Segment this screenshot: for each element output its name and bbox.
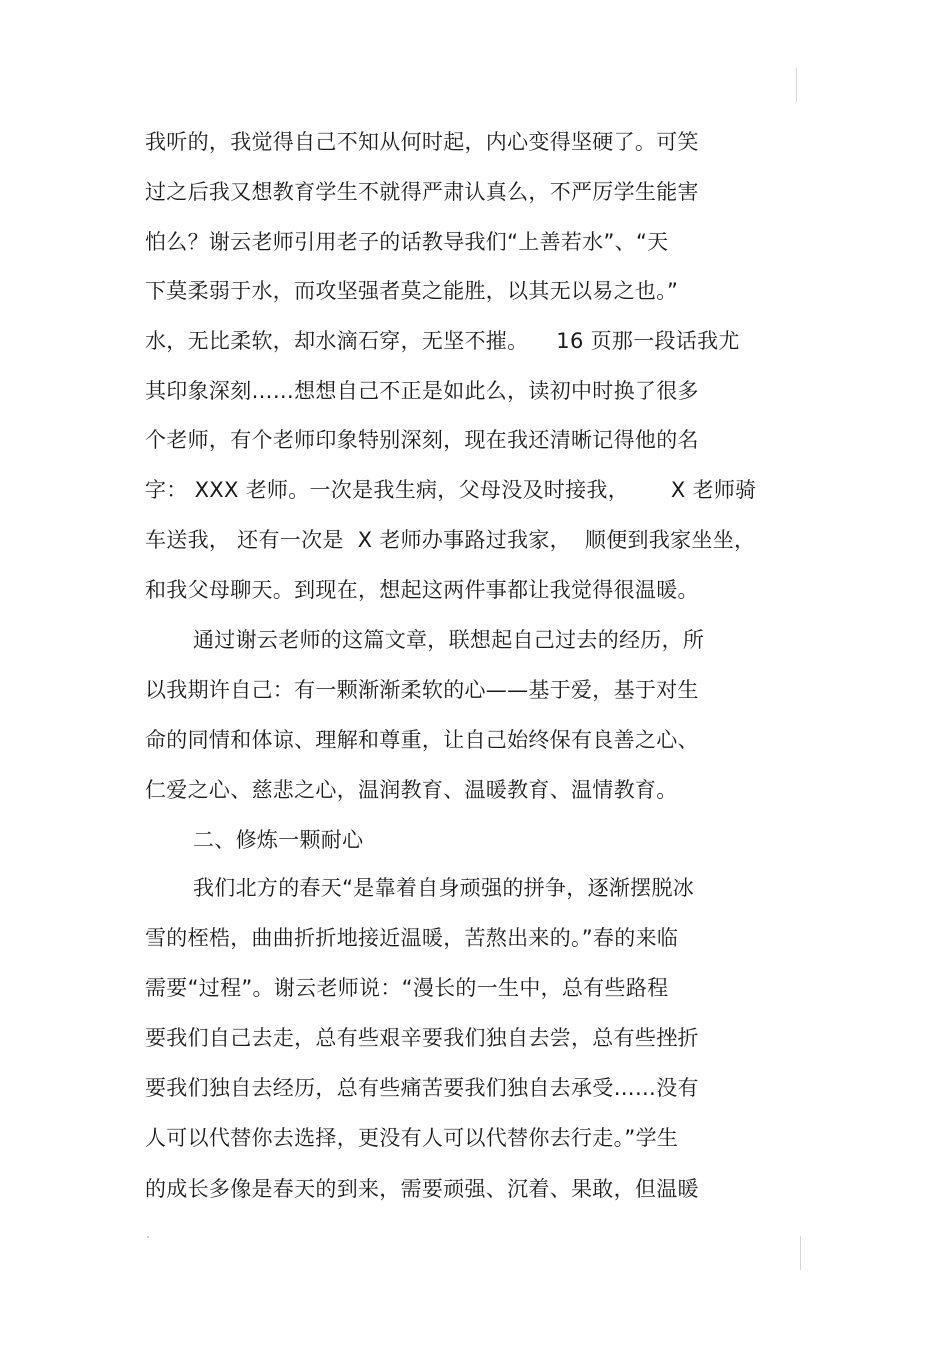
text-line: 命的同情和体谅、理解和尊重，让自己始终保有良善之心、	[145, 728, 699, 752]
text-line: 的成长多像是春天的到来，需要顽强、沉着、果敢，但温暖	[145, 1177, 699, 1201]
text-line: 水，无比柔软，却水滴石穿，无坚不摧。 16 页那一段话我尤	[145, 329, 740, 353]
page-margin-mark	[800, 1236, 801, 1270]
page-margin-dot	[147, 1236, 149, 1238]
section-heading: 二、修炼一颗耐心	[193, 828, 364, 852]
text-line: 车送我， 还有一次是 X 老师办事路过我家， 顺便到我家坐坐，	[145, 528, 756, 552]
paragraph-start-line: 我们北方的春天“是靠着自身顽强的拼争，逐渐摆脱冰	[193, 876, 695, 900]
text-line: 个老师，有个老师印象特别深刻，现在我还清晰记得他的名	[145, 428, 699, 452]
paragraph-start-line: 通过谢云老师的这篇文章，联想起自己过去的经历，所	[193, 628, 705, 652]
text-line: 要我们独自去经历，总有些痛苦要我们独自去承受……没有	[145, 1076, 699, 1100]
text-line: 仁爱之心、慈悲之心，温润教育、温暖教育、温情教育。	[145, 778, 678, 802]
page-margin-mark	[796, 68, 797, 102]
text-line: 过之后我又想教育学生不就得严肃认真么，不严厉学生能害	[145, 180, 699, 204]
text-line: 需要“过程”。谢云老师说：“漫长的一生中，总有些路程	[145, 976, 669, 1000]
text-line: 我听的，我觉得自己不知从何时起，内心变得坚硬了。可笑	[145, 130, 699, 154]
text-line: 雪的桎梏，曲曲折折地接近温暖，苦熬出来的。”春的来临	[145, 926, 679, 950]
text-line: 字： XXX 老师。一次是我生病，父母没及时接我， X 老师骑	[145, 478, 757, 502]
text-line: 下莫柔弱于水，而攻坚强者莫之能胜，以其无以易之也。”	[145, 279, 679, 303]
text-line: 怕么？谢云老师引用老子的话教导我们“上善若水”、“天	[145, 230, 669, 254]
text-line: 以我期许自己：有一颗渐渐柔软的心——基于爱，基于对生	[145, 678, 699, 702]
text-line: 人可以代替你去选择，更没有人可以代替你去行走。”学生	[145, 1126, 679, 1150]
text-line: 其印象深刻……想想自己不正是如此么，读初中时换了很多	[145, 379, 699, 403]
text-line: 要我们自己去走，总有些艰辛要我们独自去尝，总有些挫折	[145, 1026, 699, 1050]
text-line: 和我父母聊天。到现在，想起这两件事都让我觉得很温暖。	[145, 578, 699, 602]
